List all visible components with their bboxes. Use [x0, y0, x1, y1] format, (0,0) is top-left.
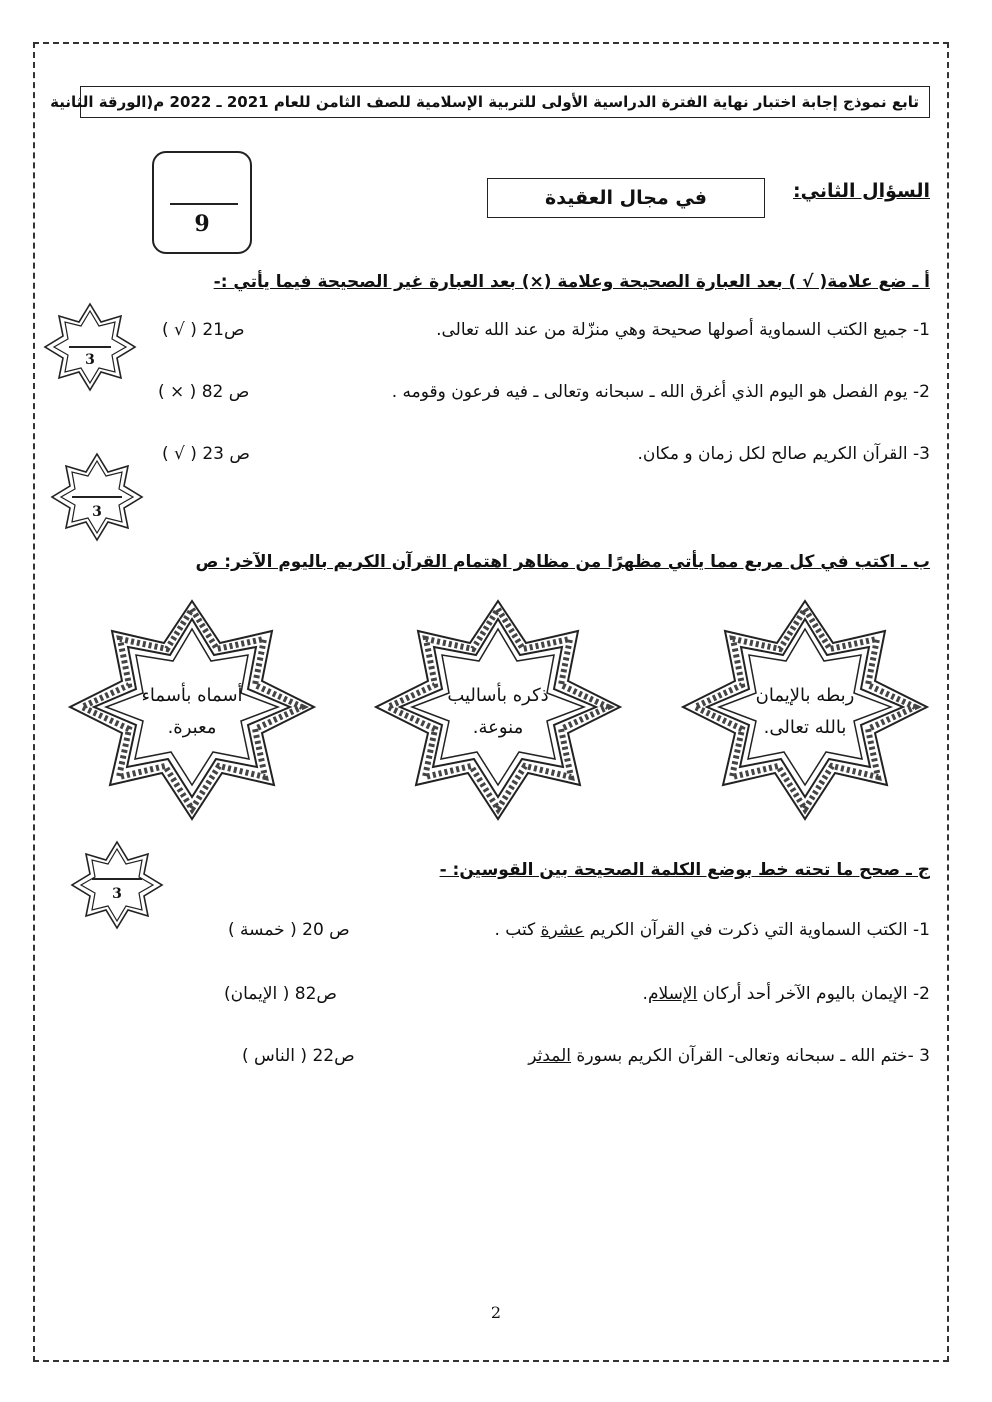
section-score: 9 — [194, 211, 210, 237]
part-a-answer-2: ( × ) ص 82 — [158, 382, 250, 402]
score-line — [92, 878, 142, 880]
ornament-box-2 — [368, 590, 628, 830]
part-b-heading: ب ـ اكتب في كل مربع مما يأتي مظهرًا من مظاهر اهتمام القرآن الكريم باليوم الآخر: ص — [195, 552, 930, 572]
ornament-box-2-text: ذكره بأساليب منوعة. — [447, 685, 549, 738]
ornament-box-1-text: ربطه بالإيمان بالله تعالى. — [755, 685, 855, 738]
score-line — [69, 346, 111, 348]
part-a-answer-3: ( √ ) ص 23 — [162, 444, 250, 464]
part-a-item-3: 3- القرآن الكريم صالح لكل زمان و مكان. — [637, 444, 930, 464]
page-number: 2 — [490, 1303, 502, 1322]
section-title: في مجال العقيدة — [487, 178, 765, 218]
underlined-word: المدثر — [528, 1046, 572, 1066]
part-c-score: 3 — [112, 886, 122, 902]
part-c-answer-3: ( الناس ) ص22 — [242, 1046, 355, 1066]
part-a-score-2: 3 — [92, 504, 102, 520]
part-a-score-star-2 — [52, 452, 142, 542]
star-badge-icon — [72, 840, 162, 930]
part-a-score-1: 3 — [85, 352, 95, 368]
part-c-item-1: 1- الكتب السماوية التي ذكرت في القرآن الكريم عشرة كتب . — [494, 920, 930, 940]
part-a-score-star-1 — [45, 302, 135, 392]
score-line — [72, 496, 122, 498]
ornament-box-1 — [675, 590, 935, 830]
part-c-answer-1: ( خمسة ) ص 20 — [228, 920, 350, 940]
score-line — [170, 203, 238, 205]
exam-header: تابع نموذج إجابة اختبار نهاية الفترة الدراسية الأولى للتربية الإسلامية للصف الثامن للعام 2021 ـ 2022 م(الورقة الثانية — [80, 86, 930, 118]
question-title: السؤال الثاني: — [793, 180, 930, 202]
underlined-word: الإسلام — [647, 984, 698, 1004]
part-a-heading: أ ـ ضع علامة( √ ) بعد العبارة الصحيحة وعلامة (×) بعد العبارة غير الصحيحة فيما يأتي :- — [213, 272, 930, 292]
part-a-answer-1: ( √ ) ص21 — [162, 320, 245, 340]
part-c-heading: ج ـ صحح ما تحته خط بوضع الكلمة الصحيحة بين القوسين: - — [439, 860, 930, 880]
section-score-box — [152, 151, 252, 254]
ornament-box-3-text: أسماه بأسماء معبرة. — [141, 685, 243, 738]
part-c-item-2: 2- الإيمان باليوم الآخر أحد أركان الإسلام. — [642, 984, 930, 1004]
part-c-item-3: 3 -ختم الله ـ سبحانه وتعالى- القرآن الكريم بسورة المدثر — [528, 1046, 930, 1066]
ornament-box-3 — [62, 590, 322, 830]
part-a-item-1: 1- جميع الكتب السماوية أصولها صحيحة وهي منزّلة من عند الله تعالى. — [436, 320, 930, 340]
part-a-item-2: 2- يوم الفصل هو اليوم الذي أغرق الله ـ سبحانه وتعالى ـ فيه فرعون وقومه . — [391, 382, 930, 402]
part-c-answer-2: (الإيمان ) ص82 — [224, 984, 337, 1004]
part-c-score-star — [72, 840, 162, 930]
underlined-word: عشرة — [540, 920, 585, 940]
